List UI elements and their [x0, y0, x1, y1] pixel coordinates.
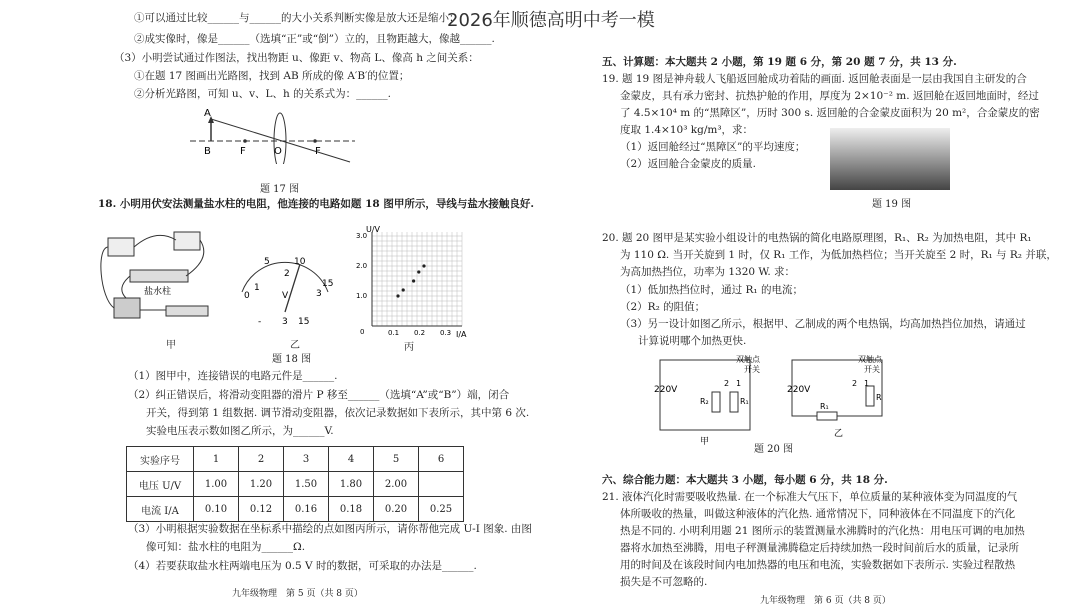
table-cell: 3: [284, 447, 329, 472]
q19-line: （2）返回舱合金蒙皮的质量.: [620, 158, 757, 170]
x-axis-label: I/A: [456, 330, 467, 339]
data-point: [422, 264, 425, 267]
label-jia-fig20: 甲: [700, 437, 710, 447]
label-F-right: F: [315, 146, 321, 157]
switch-label-yi-1: 双触点: [858, 355, 882, 364]
q18-part3b: 像可知：盐水柱的电阻为______Ω.: [146, 541, 306, 553]
data-point: [412, 279, 415, 282]
q19-line: 度取 1.4×10³ kg/m³，求：: [620, 124, 754, 136]
q19-line: （1）返回舱经过“黑障区”的平均速度；: [620, 141, 806, 153]
table-cell: 实验序号: [127, 447, 194, 472]
label-R1-jia: R₁: [740, 397, 749, 406]
table-cell: 1.80: [329, 472, 374, 497]
figure-18-graph: [352, 226, 472, 341]
q17-line5: ②分析光路图，可知 u、v、L、h 的关系式为：______.: [134, 88, 391, 100]
saltwater-column: [130, 270, 188, 282]
voltmeter: [174, 232, 200, 250]
contact-1-yi: 1: [864, 379, 870, 388]
contact-1-jia: 1: [736, 379, 742, 388]
table-row: [127, 447, 464, 472]
tick-0: 0: [244, 291, 250, 301]
switch-label-jia-1: 双触点: [736, 355, 760, 364]
figure-20: [652, 352, 892, 452]
resistor-R1-yi: [817, 412, 837, 420]
label-B: B: [204, 146, 211, 157]
data-table: [126, 446, 464, 522]
tick-1: 1: [254, 283, 260, 293]
rheostat: [166, 306, 208, 316]
q20-line: （3）另一设计如图乙所示，根据甲、乙制成的两个电热锅，均高加热挡位加热，请通过: [620, 318, 1026, 330]
y-tick-3: 3.0: [356, 232, 368, 240]
q21-line: 体所吸收的热量，叫做这种液体的汽化热. 通常情况下，同种液体在不同温度下的汽化: [620, 508, 1016, 520]
terminal-minus: -: [258, 317, 262, 327]
section-6-heading: 六、综合能力题：本大题共 3 小题，每小题 6 分，共 18 分.: [602, 474, 888, 486]
figure-17-caption: 题 17 图: [260, 184, 300, 195]
q18-part1: （1）图甲中，连接错误的电路元件是______.: [128, 370, 338, 382]
label-R2: R₂: [700, 397, 709, 406]
q18-stem: 18. 小明用伏安法测量盐水柱的电阻，他连接的电路如题 18 图甲所示，导线与盐水接触良好.: [98, 198, 534, 210]
q19-line: 19. 题 19 图是神舟载人飞船返回舱成功着陆的画面. 返回舱表面是一层由我国自主研发的合: [602, 73, 1027, 85]
q17-line3: （3）小明尝试通过作图法，找出物距 u、像距 v、物高 L、像高 h 之间关系：: [114, 52, 479, 64]
q20-line: 为高加热挡位，功率为 1320 W. 求：: [620, 266, 796, 278]
terminal-15: 15: [298, 317, 310, 327]
figure-18-caption: 题 18 图: [272, 354, 312, 365]
label-R1-yi: R₁: [820, 402, 829, 411]
x-tick-1: 0.1: [388, 329, 400, 337]
section-5-heading: 五、计算题：本大题共 2 小题，第 19 题 6 分，第 20 题 7 分，共 13 分.: [602, 56, 957, 68]
q18-part2c: 实验电压表示数如图乙所示，为______V.: [146, 425, 334, 437]
table-cell: 2.00: [374, 472, 419, 497]
table-cell: 5: [374, 447, 419, 472]
label-A: A: [204, 108, 211, 119]
table-row: [127, 497, 464, 522]
figure-17: [190, 104, 360, 164]
label-F-left: F: [240, 146, 246, 157]
voltage-jia: 220V: [654, 385, 678, 395]
q21-line: 器将水加热至沸腾，用电子秤测量沸腾稳定后持续加热一段时间前后水的质量，记录所: [620, 542, 1019, 554]
q18-part4: （4）若要获取盐水柱两端电压为 0.5 V 时的数据，可采取的办法是______.: [128, 560, 477, 572]
data-point: [417, 270, 420, 273]
figure-19-caption: 题 19 图: [872, 199, 912, 210]
table-cell: 1.00: [194, 472, 239, 497]
ammeter: [108, 238, 134, 256]
table-cell: 1.50: [284, 472, 329, 497]
tick-10: 10: [294, 257, 306, 267]
table-cell: 0.25: [419, 497, 464, 522]
q20-line: （2）R₂ 的阻值；: [620, 301, 706, 313]
table-cell: 6: [419, 447, 464, 472]
q21-line: 损失是不可忽略的.: [620, 576, 708, 588]
table-cell: 电压 U/V: [127, 472, 194, 497]
tick-15: 15: [322, 279, 334, 289]
contact-2-jia: 2: [724, 379, 730, 388]
switch-label-yi-2: 开关: [864, 365, 880, 374]
battery: [114, 298, 140, 318]
focus-left: [243, 139, 247, 143]
tick-2: 2: [284, 269, 290, 279]
label-yi: 乙: [290, 340, 300, 351]
q20-line: （1）低加热挡位时，通过 R₁ 的电流；: [620, 284, 803, 296]
table-cell: 1: [194, 447, 239, 472]
resistor-R1-jia: [730, 392, 738, 412]
exam-title: 2026年顺德高明中考一模: [447, 10, 655, 31]
figure-20-caption: 题 20 图: [754, 444, 794, 455]
switch-label-jia-2: 开关: [744, 365, 760, 374]
q18-part2a: （2）纠正错误后，将滑动变阻器的滑片 P 移至______（选填“A”或“B”）端，闭合: [128, 389, 510, 401]
y-tick-1: 1.0: [356, 292, 368, 300]
tick-5: 5: [264, 257, 270, 267]
label-O: O: [274, 146, 282, 157]
x-tick-3: 0.3: [440, 329, 452, 337]
y-tick-0: 0: [360, 328, 365, 336]
label-bing: 丙: [404, 342, 414, 353]
q21-line: 用的时间及在该段时间内电加热器的电压和电流，实验数据如下表所示. 实验过程散热: [620, 559, 1016, 571]
y-tick-2: 2.0: [356, 262, 368, 270]
q19-line: 了 4.5×10⁴ m 的“黑障区”，历时 300 s. 返回舱的合金蒙皮面积为 20 m²，合金蒙皮的密: [620, 107, 1040, 119]
label-yi-fig20: 乙: [834, 429, 844, 439]
figure-18-circuit: [96, 218, 216, 333]
table-cell: [419, 472, 464, 497]
q20-line: 20. 题 20 图甲是某实验小组设计的电热锅的简化电路原理图，R₁、R₂ 为加热电阻，其中 R₁: [602, 232, 1032, 244]
table-cell: 0.16: [284, 497, 329, 522]
q21-line: 21. 液体汽化时需要吸收热量. 在一个标准大气压下，单位质量的某种液体变为同温度的气: [602, 491, 1018, 503]
terminal-3: 3: [282, 317, 288, 327]
focus-right: [313, 139, 317, 143]
q18-part2b: 开关，得到第 1 组数据. 调节滑动变阻器，依次记录数据如下表所示，其中第 6 次.: [146, 407, 530, 419]
table-cell: 0.12: [239, 497, 284, 522]
label-saltwater: 盐水柱: [144, 287, 172, 297]
q17-line1: ①可以通过比较______与______的大小关系判断实像是放大还是缩小；: [134, 12, 460, 24]
label-jia: 甲: [166, 340, 176, 351]
x-tick-2: 0.2: [414, 329, 426, 337]
capsule-photo: [830, 128, 950, 190]
figure-18-voltmeter: [230, 250, 340, 330]
table-row: [127, 472, 464, 497]
table-cell: 0.18: [329, 497, 374, 522]
data-point: [402, 288, 405, 291]
table-cell: 1.20: [239, 472, 284, 497]
resistor-R2-jia: [712, 392, 720, 412]
voltage-yi: 220V: [787, 385, 811, 395]
y-axis-label: U/V: [366, 226, 381, 234]
q20-line: 为 110 Ω. 当开关旋到 1 时，仅 R₁ 工作，为低加热档位；当开关旋至 2 时，R₁ 与 R₂ 并联，: [620, 249, 1057, 261]
footer-right: 九年级物理 第 6 页（共 8 页）: [760, 596, 891, 606]
q19-line: 金蒙皮，具有承力密封、抗热护舱的作用，厚度为 2×10⁻² m. 返回舱在返回地面时，经过: [620, 90, 1039, 102]
footer-left: 九年级物理 第 5 页（共 8 页）: [232, 589, 363, 599]
q20-line: 计算说明哪个加热更快.: [638, 335, 747, 347]
q17-line2: ②成实像时，像是______（选填“正”或“倒”）立的，且物距越大，像越______.: [134, 33, 495, 45]
page-right: [540, 0, 1080, 608]
label-R: R: [876, 393, 882, 402]
tick-3: 3: [316, 289, 322, 299]
table-cell: 2: [239, 447, 284, 472]
unit-V: V: [282, 291, 289, 301]
table-cell: 0.10: [194, 497, 239, 522]
contact-2-yi: 2: [852, 379, 858, 388]
table-cell: 电流 I/A: [127, 497, 194, 522]
q18-part3a: （3）小明根据实验数据在坐标系中描绘的点如图丙所示，请你帮他完成 U-I 图象. 由图: [128, 523, 532, 535]
data-point: [396, 294, 399, 297]
table-cell: 0.20: [374, 497, 419, 522]
q21-line: 热是不同的. 小明利用题 21 图所示的装置测量水沸腾时的汽化热：用电压可调的电加热: [620, 525, 1025, 537]
q17-line4: ①在题 17 图画出光路图，找到 AB 所成的像 A′B′的位置；: [134, 70, 410, 82]
table-cell: 4: [329, 447, 374, 472]
resistor-R-yi: [866, 386, 874, 406]
graph-grid: [372, 232, 462, 326]
